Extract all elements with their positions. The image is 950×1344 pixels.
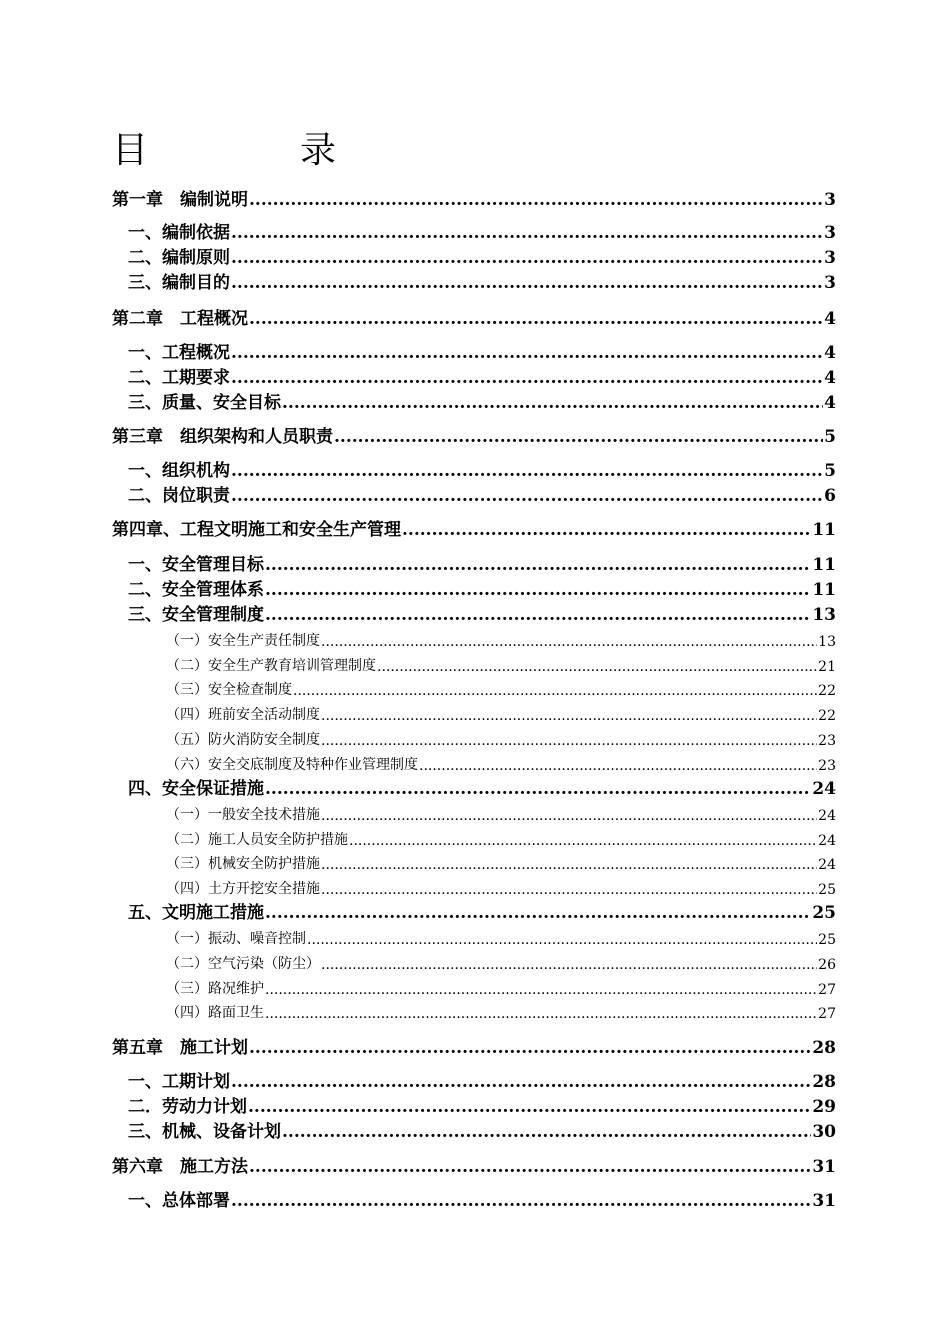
toc-dot-leader — [349, 833, 817, 849]
toc-page-number: 29 — [812, 1097, 836, 1117]
toc-line — [0, 219, 950, 243]
toc-line — [0, 825, 950, 849]
toc-line — [0, 482, 950, 506]
toc-dot-leader — [249, 190, 823, 210]
toc-entry[interactable] — [128, 364, 836, 388]
toc-dot-leader — [265, 580, 811, 600]
toc-entry[interactable] — [112, 1034, 836, 1058]
toc-entry-label: （二）安全生产教育培训管理制度 — [166, 658, 376, 674]
toc-page-number: 5 — [824, 461, 836, 481]
toc-dot-leader — [231, 273, 823, 293]
toc-dot-leader — [321, 634, 817, 650]
toc-entry[interactable] — [128, 244, 836, 268]
toc-dot-leader — [321, 808, 817, 824]
toc-entry-label: （三）机械安全防护措施 — [166, 856, 320, 872]
toc-entry-label: 一、编制依据 — [128, 223, 230, 243]
toc-dot-leader — [265, 903, 811, 923]
toc-line — [0, 244, 950, 268]
toc-entry[interactable] — [128, 389, 836, 413]
toc-line — [0, 576, 950, 600]
toc-dot-leader — [402, 520, 811, 540]
toc-line — [0, 750, 950, 774]
toc-entry[interactable] — [128, 457, 836, 481]
toc-dot-leader — [231, 368, 823, 388]
toc-page-number: 11 — [812, 580, 836, 600]
toc-dot-leader — [321, 708, 817, 724]
toc-dot-leader — [249, 309, 823, 329]
toc-page-number: 4 — [824, 393, 836, 413]
toc-entry[interactable] — [166, 700, 836, 724]
toc-dot-leader — [265, 605, 811, 625]
toc-line — [0, 725, 950, 749]
toc-page-number: 23 — [818, 733, 836, 749]
toc-entry[interactable] — [166, 924, 836, 948]
toc-line — [0, 551, 950, 575]
toc-page-number: 3 — [824, 273, 836, 293]
toc-dot-leader — [231, 1191, 811, 1211]
toc-entry[interactable] — [166, 651, 836, 675]
toc-page-number: 24 — [818, 857, 836, 873]
toc-page-number: 28 — [812, 1072, 836, 1092]
toc-entry[interactable] — [128, 576, 836, 600]
toc-entry-label: 一、总体部署 — [128, 1191, 230, 1211]
toc-dot-leader — [249, 1038, 811, 1058]
toc-dot-leader — [248, 1097, 811, 1117]
toc-page-number: 22 — [818, 683, 836, 699]
toc-page-number: 27 — [818, 982, 836, 998]
toc-entry-label: 一、组织机构 — [128, 461, 230, 481]
toc-entry[interactable] — [128, 1068, 836, 1092]
toc-entry[interactable] — [166, 675, 836, 699]
toc-entry-label: （一）振动、噪音控制 — [166, 931, 306, 947]
toc-page-number: 26 — [818, 957, 836, 973]
toc-page-number: 6 — [824, 486, 836, 506]
toc-page-number: 22 — [818, 708, 836, 724]
toc-line — [0, 924, 950, 948]
toc-page-number: 25 — [812, 903, 836, 923]
toc-entry[interactable] — [112, 423, 836, 447]
toc-entry-label: 二、工期要求 — [128, 368, 230, 388]
toc-page-number: 4 — [824, 368, 836, 388]
toc-dot-leader — [321, 882, 817, 898]
toc-entry-label: 一、工程概况 — [128, 343, 230, 363]
toc-entry-label: 三、编制目的 — [128, 273, 230, 293]
toc-entry-label: （二）空气污染（防尘） — [166, 956, 320, 972]
toc-dot-leader — [231, 223, 823, 243]
toc-dot-leader — [321, 957, 817, 973]
toc-line — [0, 675, 950, 699]
toc-line — [0, 1034, 950, 1058]
toc-dot-leader — [282, 1122, 811, 1142]
toc-line — [0, 457, 950, 481]
toc-entry[interactable] — [112, 516, 836, 540]
toc-page-number: 23 — [818, 758, 836, 774]
toc-entry-label: 一、工期计划 — [128, 1072, 230, 1092]
toc-line — [0, 700, 950, 724]
toc-line — [0, 899, 950, 923]
toc-entry[interactable] — [166, 849, 836, 873]
toc-title: 目 录 — [112, 130, 395, 171]
toc-entry[interactable] — [128, 1118, 836, 1142]
toc-entry[interactable] — [166, 725, 836, 749]
toc-entry[interactable] — [128, 601, 836, 625]
toc-dot-leader — [321, 857, 817, 873]
toc-dot-leader — [282, 393, 823, 413]
toc-dot-leader — [231, 486, 823, 506]
toc-entry[interactable] — [128, 339, 836, 363]
toc-entry[interactable] — [112, 186, 836, 210]
toc-line — [0, 998, 950, 1022]
toc-entry-label: （四）土方开挖安全措施 — [166, 881, 320, 897]
toc-entry[interactable] — [128, 1093, 836, 1117]
toc-entry[interactable] — [112, 305, 836, 329]
toc-entry[interactable] — [166, 974, 836, 998]
toc-entry-label: （一）安全生产责任制度 — [166, 633, 320, 649]
toc-line — [0, 1118, 950, 1142]
toc-page-number: 11 — [812, 520, 836, 540]
toc-line — [0, 974, 950, 998]
toc-page-number: 3 — [824, 223, 836, 243]
toc-page-number: 24 — [818, 833, 836, 849]
toc-line — [0, 849, 950, 873]
toc-entry[interactable] — [166, 626, 836, 650]
toc-entry[interactable] — [166, 825, 836, 849]
toc-page-number: 24 — [818, 808, 836, 824]
toc-line — [0, 1093, 950, 1117]
toc-line — [0, 1153, 950, 1177]
toc-dot-leader — [265, 1006, 817, 1022]
toc-entry-label: 二、编制原则 — [128, 248, 230, 268]
toc-page-number: 28 — [812, 1038, 836, 1058]
toc-entry-label: 第五章 施工计划 — [112, 1038, 248, 1058]
toc-page-number: 30 — [812, 1122, 836, 1142]
toc-entry-label: 五、文明施工措施 — [128, 903, 264, 923]
toc-entry-label: 第二章 工程概况 — [112, 309, 248, 329]
toc-dot-leader — [231, 461, 823, 481]
toc-entry[interactable] — [166, 800, 836, 824]
toc-dot-leader — [377, 659, 817, 675]
toc-dot-leader — [321, 733, 817, 749]
toc-page-number: 4 — [824, 343, 836, 363]
toc-entry-label: （三）路况维护 — [166, 981, 264, 997]
toc-line — [0, 800, 950, 824]
toc-line — [0, 775, 950, 799]
toc-dot-leader — [293, 683, 817, 699]
toc-entry-label: 三、安全管理制度 — [128, 605, 264, 625]
toc-dot-leader — [265, 555, 811, 575]
toc-dot-leader — [249, 1157, 811, 1177]
toc-line — [0, 874, 950, 898]
toc-entry-label: 二、岗位职责 — [128, 486, 230, 506]
toc-entry[interactable] — [166, 998, 836, 1022]
toc-page-number: 25 — [818, 932, 836, 948]
toc-entry[interactable] — [128, 775, 836, 799]
toc-entry-label: （五）防火消防安全制度 — [166, 732, 320, 748]
toc-dot-leader — [419, 758, 817, 774]
toc-entry[interactable] — [112, 1153, 836, 1177]
toc-page-number: 21 — [818, 659, 836, 675]
toc-dot-leader — [231, 248, 823, 268]
toc-page-number: 5 — [824, 427, 836, 447]
toc-entry-label: （二）施工人员安全防护措施 — [166, 832, 348, 848]
toc-page-number: 13 — [818, 634, 836, 650]
toc-line — [0, 269, 950, 293]
toc-page-number: 31 — [812, 1191, 836, 1211]
toc-entry[interactable] — [166, 949, 836, 973]
toc-page-number: 3 — [824, 248, 836, 268]
toc-line — [0, 305, 950, 329]
toc-entry-label: 二．劳动力计划 — [128, 1097, 247, 1117]
toc-line — [0, 651, 950, 675]
toc-page-number: 31 — [812, 1157, 836, 1177]
toc-dot-leader — [265, 779, 811, 799]
toc-line — [0, 516, 950, 540]
toc-line — [0, 1068, 950, 1092]
toc-entry-label: 三、质量、安全目标 — [128, 393, 281, 413]
toc-line — [0, 601, 950, 625]
toc-line — [0, 1187, 950, 1211]
toc-page-number: 24 — [812, 779, 836, 799]
toc-entry-label: （一）一般安全技术措施 — [166, 807, 320, 823]
toc-entry[interactable] — [166, 750, 836, 774]
toc-entry[interactable] — [128, 899, 836, 923]
toc-entry[interactable] — [128, 482, 836, 506]
toc-entry-label: 二、安全管理体系 — [128, 580, 264, 600]
toc-entry[interactable] — [128, 219, 836, 243]
toc-entry-label: 第三章 组织架构和人员职责 — [112, 427, 333, 447]
toc-page-number: 13 — [812, 605, 836, 625]
toc-line — [0, 949, 950, 973]
toc-dot-leader — [231, 1072, 811, 1092]
toc-entry-label: （四）班前安全活动制度 — [166, 707, 320, 723]
toc-entry[interactable] — [128, 269, 836, 293]
toc-line — [0, 389, 950, 413]
toc-line — [0, 626, 950, 650]
toc-entry-label: （六）安全交底制度及特种作业管理制度 — [166, 757, 418, 773]
toc-page-number: 4 — [824, 309, 836, 329]
toc-page-number: 11 — [812, 555, 836, 575]
toc-line — [0, 423, 950, 447]
toc-entry-label: 四、安全保证措施 — [128, 779, 264, 799]
toc-entry-label: （三）安全检查制度 — [166, 682, 292, 698]
toc-entry-label: （四）路面卫生 — [166, 1005, 264, 1021]
toc-page-number: 3 — [824, 190, 836, 210]
toc-entry[interactable] — [128, 551, 836, 575]
toc-entry-label: 一、安全管理目标 — [128, 555, 264, 575]
toc-entry-label: 第一章 编制说明 — [112, 190, 248, 210]
toc-line — [0, 339, 950, 363]
toc-page-number: 27 — [818, 1006, 836, 1022]
toc-page-number: 25 — [818, 882, 836, 898]
toc-dot-leader — [307, 932, 817, 948]
toc-dot-leader — [231, 343, 823, 363]
toc-line — [0, 186, 950, 210]
toc-line — [0, 364, 950, 388]
toc-entry[interactable] — [128, 1187, 836, 1211]
toc-entry[interactable] — [166, 874, 836, 898]
toc-entry-label: 三、机械、设备计划 — [128, 1122, 281, 1142]
toc-dot-leader — [265, 982, 817, 998]
toc-entry-label: 第四章、工程文明施工和安全生产管理 — [112, 520, 401, 540]
toc-dot-leader — [334, 427, 823, 447]
toc-entry-label: 第六章 施工方法 — [112, 1157, 248, 1177]
